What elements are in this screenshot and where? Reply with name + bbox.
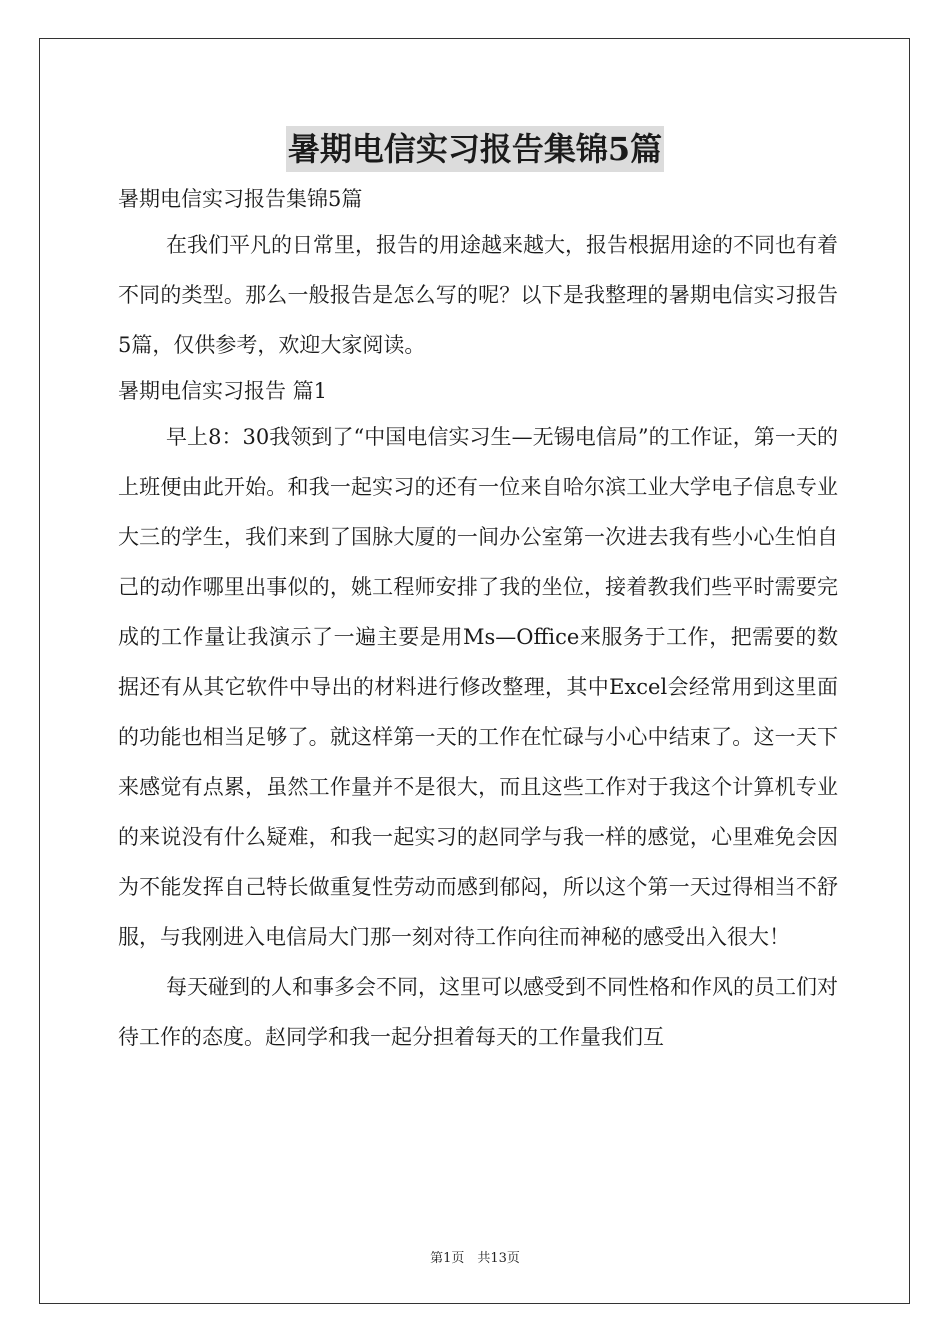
body-paragraph-2: 每天碰到的人和事多会不同，这里可以感受到不同性格和作风的员工们对待工作的态度。赵同学和我一起分担着每天的工作量我们互 (118, 975, 838, 1049)
section-heading: 暑期电信实习报告 篇1 (118, 379, 328, 403)
document-title: 暑期电信实习报告集锦5篇 (286, 126, 664, 172)
body-paragraph-1: 早上8：30我领到了“中国电信实习生—无锡电信局”的工作证，第一天的上班便由此开始。和我一起实习的还有一位来自哈尔滨工业大学电子信息专业大三的学生，我们来到了国脉大厦的一间办公室第一次进去我有些小心生怕自己的动作哪里出事似的，姚工程师安排了我的坐位，接着教我们些平时需要完成的工作量让我演示了一遍主要是用Ms—Office来服务于工作，把需要的数据还有从其它软件中导出的材料进行修改整理，其中Excel会经常用到这里面的功能也相当足够了。就这样第一天的工作在忙碌与小心中结束了。这一天下来感觉有点累，虽然工作量并不是很大，而且这些工作对于我这个计算机专业的来说没有什么疑难，和我一起实习的赵同学与我一样的感觉，心里难免会因为不能发挥自己特长做重复性劳动而感到郁闷，所以这个第一天过得相当不舒服，与我刚进入电信局大门那一刻对待工作向往而神秘的感受出入很大！ (118, 425, 838, 949)
title-container (0, 126, 950, 172)
page-footer: 第1页 共13页 (430, 1251, 520, 1266)
document-subtitle: 暑期电信实习报告集锦5篇 (118, 187, 363, 211)
intro-paragraph: 在我们平凡的日常里，报告的用途越来越大，报告根据用途的不同也有着不同的类型。那么一般报告是怎么写的呢？以下是我整理的暑期电信实习报告5篇，仅供参考，欢迎大家阅读。 (118, 233, 838, 357)
document-body (118, 178, 838, 1062)
